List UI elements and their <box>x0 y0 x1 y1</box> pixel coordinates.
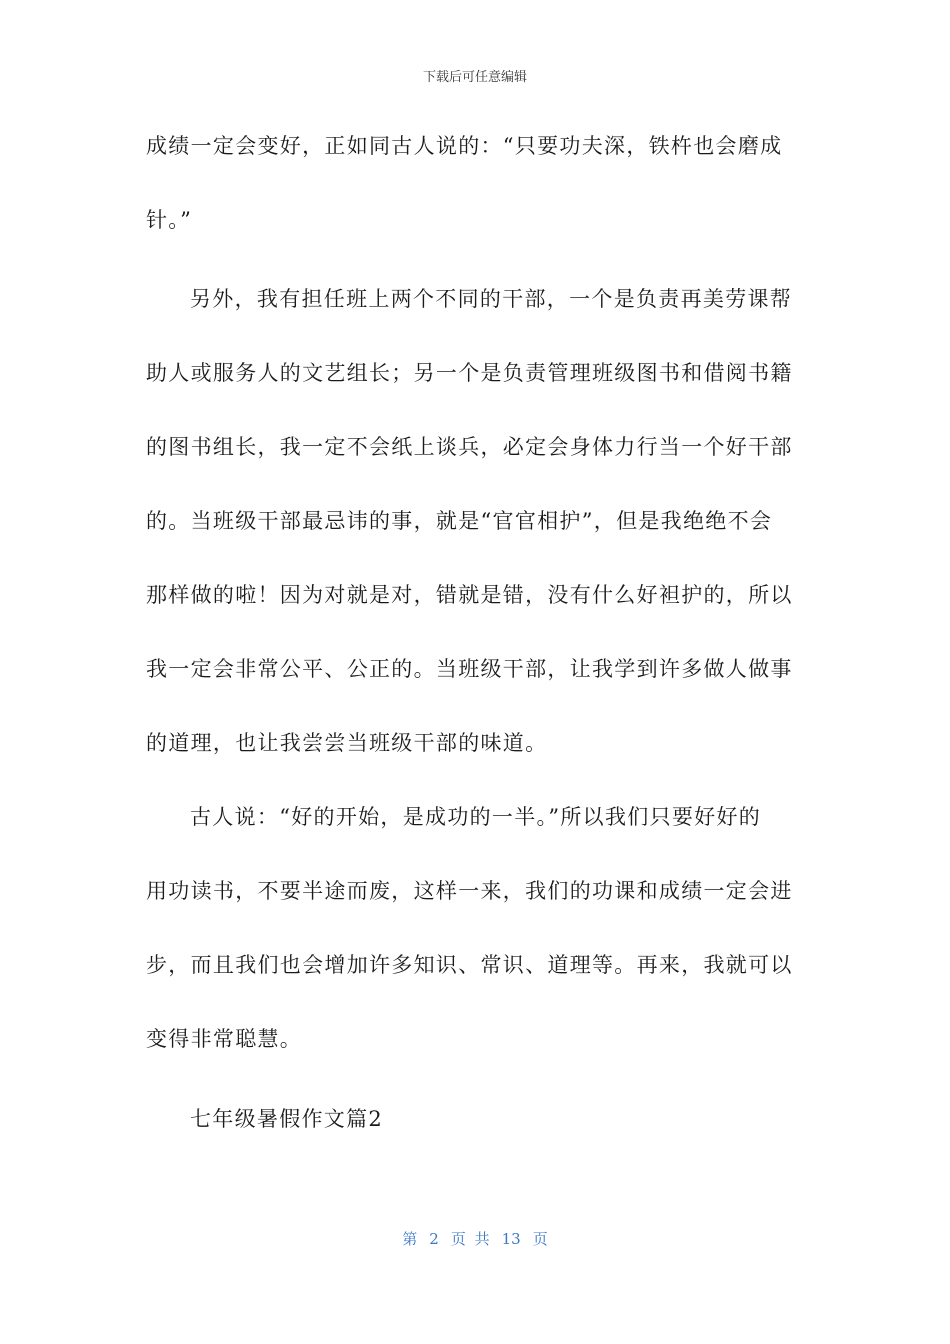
text-line: 那样做的啦！因为对就是对，错就是错，没有什么好袒护的，所以 <box>146 583 793 607</box>
text-line: 用功读书，不要半途而废，这样一来，我们的功课和成绩一定会进 <box>146 879 793 903</box>
page-header-note: 下载后可任意编辑 <box>422 70 527 85</box>
text-line: 步，而且我们也会增加许多知识、常识、道理等。再来，我就可以 <box>146 953 793 977</box>
text-line: 助人或服务人的文艺组长；另一个是负责管理班级图书和借阅书籍 <box>146 361 793 385</box>
text-line: 成绩一定会变好，正如同古人说的：“只要功夫深，铁杵也会磨成 <box>146 134 783 158</box>
section-heading: 七年级暑假作文篇2 <box>190 1107 384 1131</box>
text-line: 的图书组长，我一定不会纸上谈兵，必定会身体力行当一个好干部 <box>146 435 793 459</box>
text-line: 的道理，也让我尝尝当班级干部的味道。 <box>146 731 548 755</box>
text-line: 变得非常聪慧。 <box>146 1027 303 1051</box>
text-line: 我一定会非常公平、公正的。当班级干部，让我学到许多做人做事 <box>146 657 793 681</box>
footer-prefix: 第 <box>402 1230 418 1248</box>
text-line: 古人说：“好的开始，是成功的一半。”所以我们只要好好的 <box>190 805 762 829</box>
page-footer <box>0 1228 950 1249</box>
footer-page-number: 2 <box>429 1230 439 1248</box>
footer-suffix: 页 <box>532 1230 548 1248</box>
text-line: 的。当班级干部最忌讳的事，就是“官官相护”，但是我绝绝不会 <box>146 509 773 533</box>
text-line: 针。” <box>146 208 193 232</box>
footer-middle: 页 共 <box>450 1230 490 1248</box>
text-line: 另外，我有担任班上两个不同的干部，一个是负责再美劳课帮 <box>190 287 793 311</box>
footer-total-pages: 13 <box>501 1230 521 1248</box>
